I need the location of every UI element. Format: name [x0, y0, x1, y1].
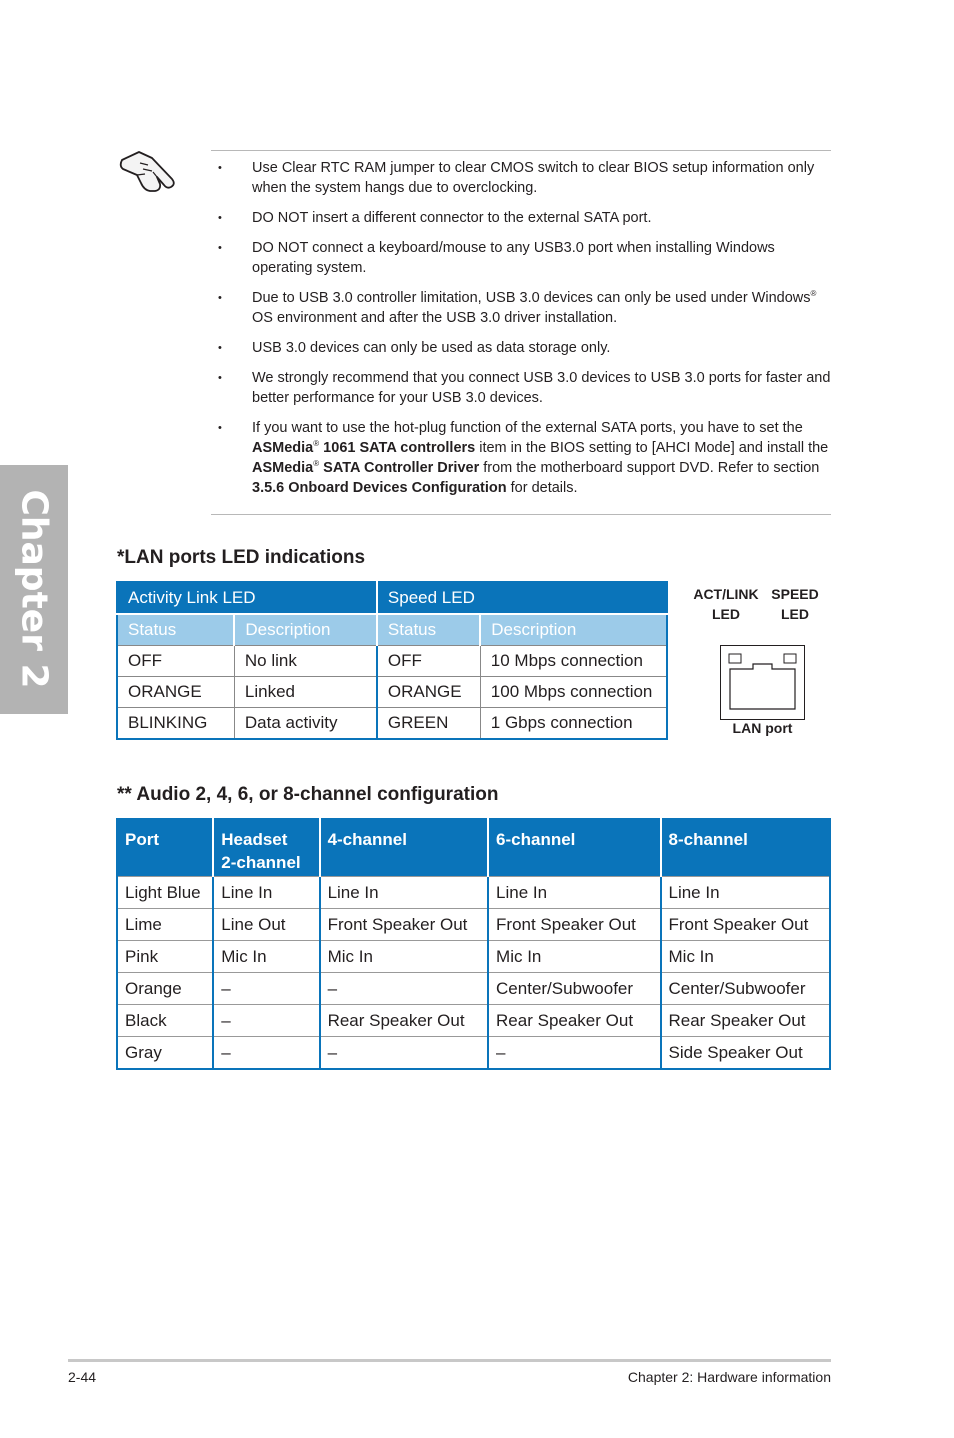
table-cell: Mic In: [213, 941, 319, 973]
table-cell: Data activity: [234, 708, 377, 740]
table-cell: Mic In: [488, 941, 660, 973]
table-cell: ORANGE: [117, 677, 234, 708]
table-cell: Linked: [234, 677, 377, 708]
table-cell: Pink: [117, 941, 213, 973]
table-cell: Lime: [117, 909, 213, 941]
table-cell: BLINKING: [117, 708, 234, 740]
table-cell: Center/Subwoofer: [488, 973, 660, 1005]
footer-rule: [68, 1359, 831, 1362]
note-item: • Due to USB 3.0 controller limitation, USB 3.0 devices can only be used under Windows® OS environment and after the USB 3.0 driver installation.: [211, 288, 831, 328]
column-header: Port: [117, 819, 213, 877]
chapter-tab: [0, 465, 68, 714]
note-item: • If you want to use the hot-plug function of the external SATA ports, you have to set the ASMedia® 1061 SATA controllers item in the BIOS setting to [AHCI Mode] and install the ASMedia® SATA Controller Driver from the motherboard support DVD. Refer to section 3.5.6 Onboard Devices Configuration for details.: [211, 418, 831, 498]
table-cell: –: [213, 1005, 319, 1037]
note-bottom-rule: [211, 514, 831, 515]
note-item: • DO NOT insert a different connector to the external SATA port.: [211, 208, 831, 228]
table-cell: Rear Speaker Out: [488, 1005, 660, 1037]
table-cell: Black: [117, 1005, 213, 1037]
table-row: [117, 1005, 830, 1037]
page-number: 2-44: [68, 1369, 97, 1385]
column-header: Description: [480, 614, 667, 646]
speed-led: [784, 654, 796, 663]
act-link-led: [729, 654, 741, 663]
table-cell: Gray: [117, 1037, 213, 1070]
table-row: [117, 708, 667, 740]
table-header-row: [117, 819, 830, 877]
lan-led-table: [116, 581, 668, 740]
note-item: • We strongly recommend that you connect USB 3.0 devices to USB 3.0 ports for faster and better performance for your USB 3.0 devices.: [211, 368, 831, 408]
audio-section-title: ** Audio 2, 4, 6, or 8-channel configuration: [117, 784, 499, 805]
table-cell: Mic In: [320, 941, 488, 973]
table-cell: Line Out: [213, 909, 319, 941]
lan-port-diagram: [720, 645, 805, 720]
column-header: Status: [377, 614, 480, 646]
act-link-led-label: ACT/LINK LED: [693, 586, 759, 622]
table-cell: Line In: [488, 877, 660, 909]
table-cell: Line In: [213, 877, 319, 909]
lan-section-title: *LAN ports LED indications: [117, 547, 366, 568]
table-row: [117, 973, 830, 1005]
table-row: [117, 677, 667, 708]
pointing-hand-icon: [117, 146, 179, 196]
note-item: • Use Clear RTC RAM jumper to clear CMOS switch to clear BIOS setup information only when the system hangs due to overclocking.: [211, 158, 831, 198]
column-header: 8-channel: [661, 819, 831, 877]
table-cell: OFF: [117, 646, 234, 677]
column-header: Headset 2-channel: [213, 819, 319, 877]
table-cell: Front Speaker Out: [661, 909, 831, 941]
table-cell: Side Speaker Out: [661, 1037, 831, 1070]
table-cell: Rear Speaker Out: [661, 1005, 831, 1037]
note-top-rule: [211, 150, 831, 151]
table-cell: Center/Subwoofer: [661, 973, 831, 1005]
table-cell: 100 Mbps connection: [480, 677, 667, 708]
table-cell: –: [488, 1037, 660, 1070]
table-cell: ORANGE: [377, 677, 480, 708]
table-row: [117, 646, 667, 677]
table-cell: –: [320, 1037, 488, 1070]
table-cell: Orange: [117, 973, 213, 1005]
lan-port-label: LAN port: [732, 720, 793, 736]
table-cell: –: [320, 973, 488, 1005]
note-item: • USB 3.0 devices can only be used as data storage only.: [211, 338, 831, 358]
table-cell: Rear Speaker Out: [320, 1005, 488, 1037]
table-row: [117, 877, 830, 909]
table-cell: Front Speaker Out: [320, 909, 488, 941]
table-cell: –: [213, 973, 319, 1005]
audio-config-table: [116, 818, 831, 1070]
speed-led-header: Speed LED: [377, 582, 667, 614]
activity-link-led-header: Activity Link LED: [117, 582, 377, 614]
chapter-tab-label: Chapter 2: [13, 489, 55, 689]
footer-chapter-title: Chapter 2: Hardware information: [627, 1369, 831, 1385]
table-column-header-row: [117, 614, 667, 646]
table-group-header-row: [117, 582, 667, 614]
table-cell: 1 Gbps connection: [480, 708, 667, 740]
table-cell: OFF: [377, 646, 480, 677]
table-row: [117, 1037, 830, 1070]
speed-led-label: SPEED LED: [771, 586, 819, 622]
column-header: 4-channel: [320, 819, 488, 877]
table-cell: Line In: [320, 877, 488, 909]
note-list: [211, 158, 831, 508]
table-cell: Line In: [661, 877, 831, 909]
column-header: Status: [117, 614, 234, 646]
note-item: • DO NOT connect a keyboard/mouse to any USB3.0 port when installing Windows operating system.: [211, 238, 831, 278]
column-header: 6-channel: [488, 819, 660, 877]
table-cell: 10 Mbps connection: [480, 646, 667, 677]
table-cell: GREEN: [377, 708, 480, 740]
table-cell: No link: [234, 646, 377, 677]
table-row: [117, 941, 830, 973]
column-header: Description: [234, 614, 377, 646]
table-cell: –: [213, 1037, 319, 1070]
table-row: [117, 909, 830, 941]
table-cell: Mic In: [661, 941, 831, 973]
table-cell: Front Speaker Out: [488, 909, 660, 941]
table-cell: Light Blue: [117, 877, 213, 909]
